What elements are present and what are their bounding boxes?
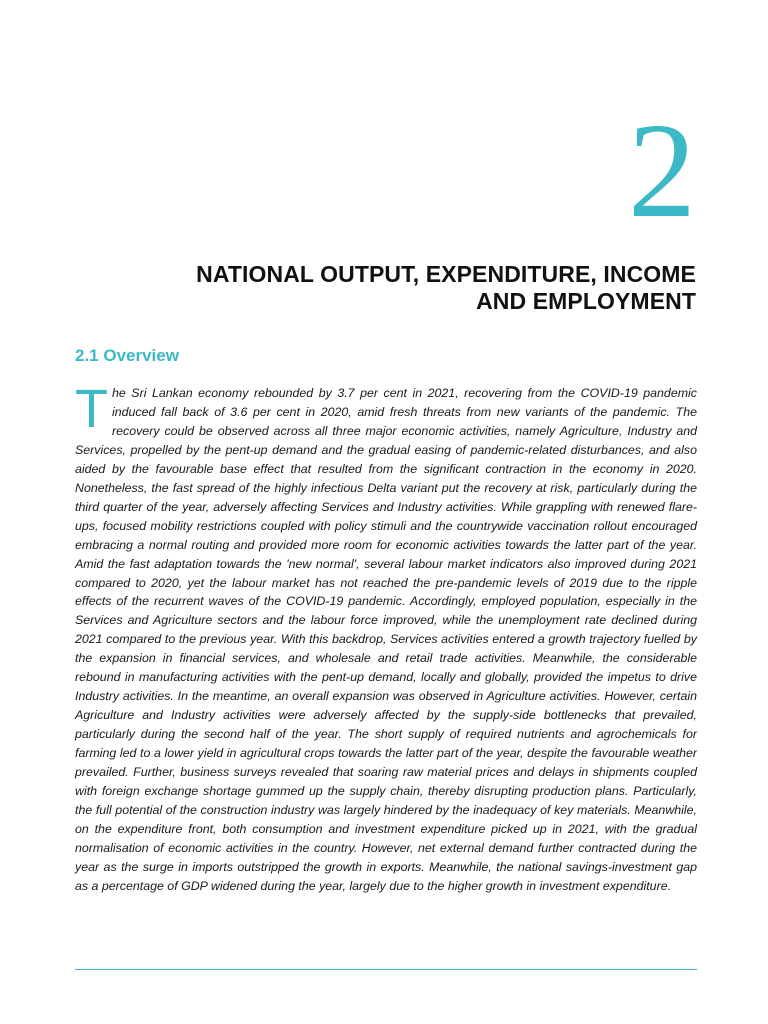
bottom-divider: [75, 969, 697, 970]
chapter-title-line-1: NATIONAL OUTPUT, EXPENDITURE, INCOME: [196, 261, 696, 287]
chapter-title-line-2: AND EMPLOYMENT: [476, 288, 696, 314]
drop-cap: T: [75, 379, 108, 439]
chapter-title: [76, 261, 696, 315]
chapter-number: 2: [628, 96, 696, 246]
overview-body-text: he Sri Lankan economy rebounded by 3.7 per cent in 2021, recovering from the COVID-19 pandemic induced fall back of 3.6 per cent in 2020, amid fresh threats from new variants of the pandemic. The recovery could be observed across all three major economic activities, namely Agriculture, Industry and Services, propelled by the pent-up demand and the gradual easing of pandemic-related disturbances, and also aided by the favourable base effect that resulted from the significant contraction in the economy in 2020. Nonetheless, the fast spread of the highly infectious Delta variant put the recovery at risk, particularly during the third quarter of the year, adversely affecting Services and Industry activities. While grappling with renewed flare-ups, focused mobility restrictions coupled with policy stimuli and the countrywide vaccination rollout encouraged embracing a normal routing and provided more room for economic activities towards the latter part of the year. Amid the fast adaptation towards the 'new normal', several labour market indicators also improved during 2021 compared to 2020, yet the labour market has not reached the pre-pandemic levels of 2019 due to the ripple effects of the recurrent waves of the COVID-19 pandemic. Accordingly, employed population, especially in the Services and Agriculture sectors and the labour force improved, while the unemployment rate declined during 2021 compared to the previous year. With this backdrop, Services activities entered a growth trajectory fuelled by the expansion in financial services, and wholesale and retail trade activities. Meanwhile, the considerable rebound in manufacturing activities with the pent-up demand, locally and globally, provided the impetus to drive Industry activities. In the meantime, an overall expansion was observed in Agriculture activities. However, certain Agriculture and Industry activities were adversely affected by the supply-side bottlenecks that prevailed, particularly during the second half of the year. The short supply of required nutrients and agrochemicals for farming led to a lower yield in agricultural crops towards the latter part of the year, despite the favourable weather prevailed. Further, business surveys revealed that soaring raw material prices and delays in shipments coupled with foreign exchange shortage gummed up the supply chain, thereby disrupting production plans. Particularly, the full potential of the construction industry was largely hindered by the inadequacy of key materials. Meanwhile, on the expenditure front, both consumption and investment expenditure picked up in 2021, with the gradual normalisation of economic activities in the country. However, net external demand further contracted during the year as the surge in imports outstripped the growth in exports. Meanwhile, the national savings-investment gap as a percentage of GDP widened during the year, largely due to the higher growth in investment expenditure.: [75, 386, 697, 893]
overview-paragraph: [75, 379, 697, 896]
section-heading: 2.1 Overview: [75, 346, 179, 365]
